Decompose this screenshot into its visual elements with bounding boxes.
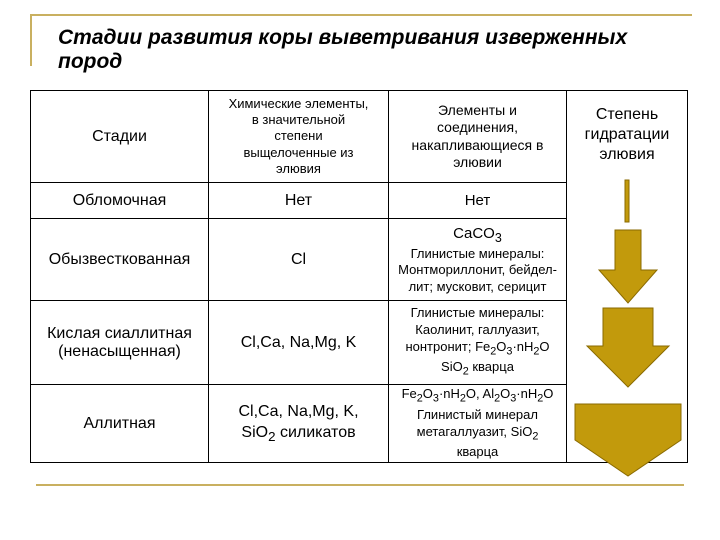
stage-cell: Обломочная [31,183,209,219]
leached-cell: Cl [209,219,389,301]
header-accumulated: Элементы и соединения, накапливающиеся в элювии [389,91,567,183]
page-title: Стадии развития коры выветривания изверженных пород [58,26,628,73]
stage-cell: Обызвесткованная [31,219,209,301]
bottom-rule [36,484,684,486]
header-hydration: Степень гидратации элювия [567,91,688,463]
header-stage: Стадии [31,91,209,183]
stage-cell: Кислая сиаллитная (ненасыщенная) [31,301,209,385]
table-header-row [31,91,688,183]
stages-table [30,90,688,463]
leached-cell: Cl,Ca, Na,Mg, K [209,301,389,385]
header-chem: Химические элементы, в значительной степени выщелоченные из элювия [209,91,389,183]
accumulated-cell: CaCO$_3$ Глинистые минералы: Монтмориллонит, бейдел- лит; мусковит, серицит [389,219,567,301]
accumulated-cell: $Fe_2O_3\cdot nH_2O$, $Al_2O_3\cdot nH_2O$ Глинистый минерал метагаллуазит, SiO$_2$ кварца [389,385,567,463]
leached-cell: Нет [209,183,389,219]
leached-cell: Cl,Ca, Na,Mg, K, SiO$_2$ силикатов [209,385,389,463]
accumulated-cell: Глинистые минералы: Каолинит, галлуазит, нонтронит; $Fe_2O_3\cdot nH_2O$ SiO$_2$ кварца [389,301,567,385]
accumulated-cell: Нет [389,183,567,219]
stage-cell: Аллитная [31,385,209,463]
